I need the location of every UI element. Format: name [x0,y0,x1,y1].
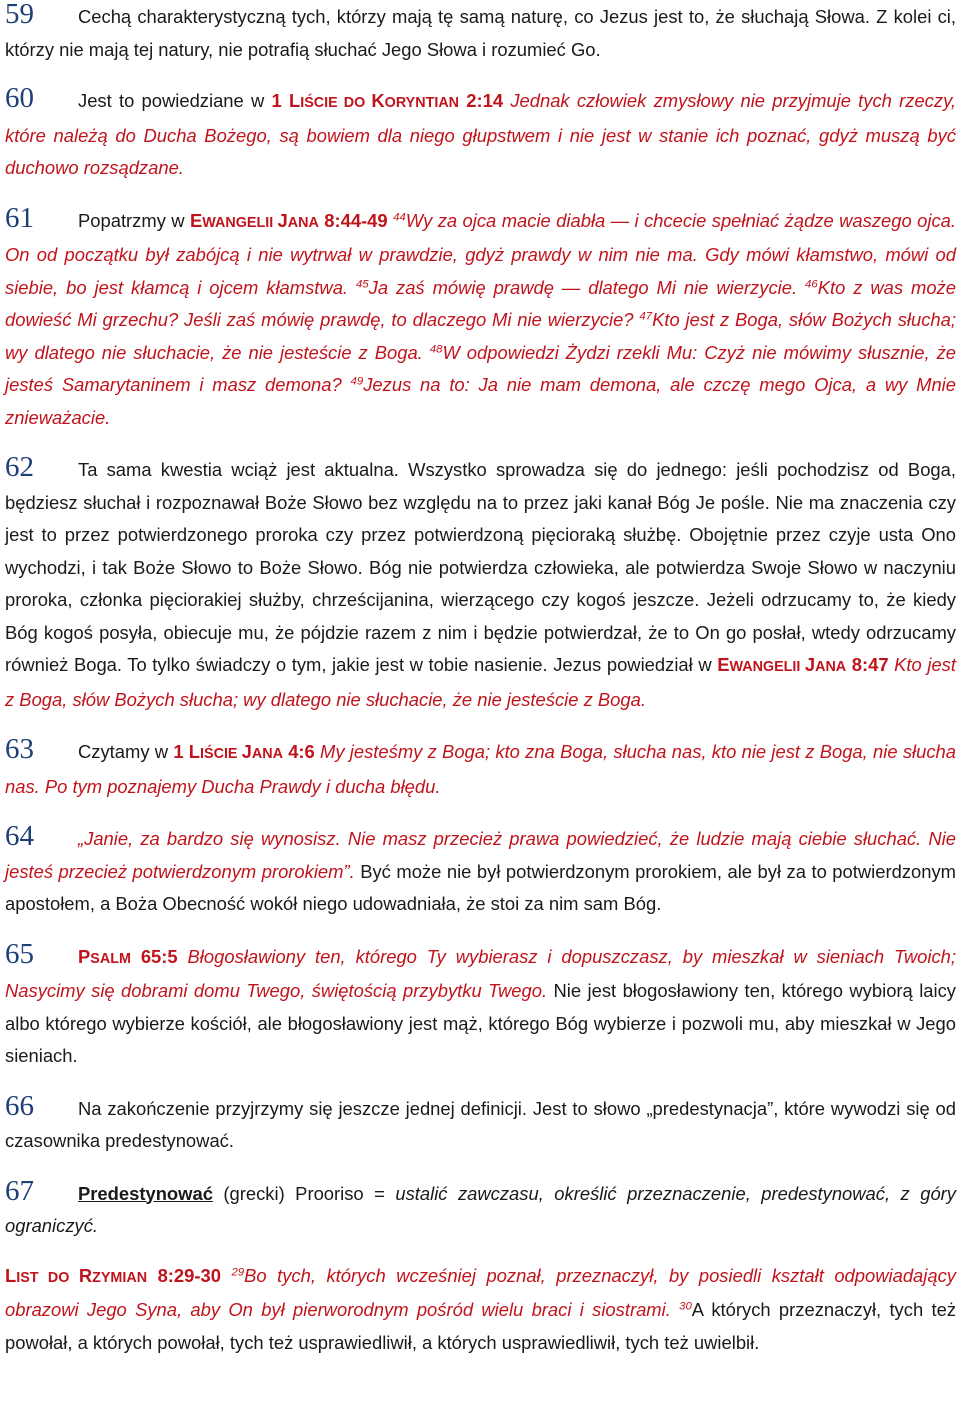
scripture-quote: Kto z was może dowieść Mi grzechu? Jeśli zaś mówię prawdę, to dlaczego Mi nie wierzycie? [5,276,956,330]
scripture-quote: Błogosławiony ten, którego Ty wybierasz i dopuszczasz, by mieszkał w sieniach Twoich; Nasycimy się dobrami domu Twego, świętością przybytku Twego. [5,945,957,1001]
paragraph-text: Popatrzmy w [78,209,191,231]
paragraph-text: A których przeznaczył, tych też powołał, a których powołał, tych też usprawiedliwił, a których usprawiedliwił, tych też uwielbił. [5,1299,957,1353]
paragraph-number: 62 [5,451,34,483]
paragraph-number: 61 [5,201,34,234]
scripture-quote: Bo tych, których wcześniej poznał, przeznaczył, by posiedli kształt odpowiadający obrazowi Jego Syna, aby On był pierworodnym pośród wielu braci i siostrami. [5,1264,956,1320]
defined-term: Predestynować [78,1182,213,1204]
scripture-quote: Jezus na to: Ja nie mam demona, ale czczę mego Ojca, a wy Mnie znieważacie. [5,374,956,428]
paragraph-65 [5,938,956,1073]
paragraph-63 [5,733,956,803]
paragraph-67 [5,1175,956,1243]
paragraph-number: 60 [5,82,34,114]
paragraph-number: 63 [5,733,34,765]
scripture-reference: 1 LIŚCIE DO KORYNTIAN 2:14 [271,90,504,111]
paragraph-number: 67 [5,1174,34,1207]
verse-number: 48 [429,343,443,356]
scripture-quote: Kto jest z Boga, słów Bożych słucha; wy dlatego nie słuchacie, że nie jesteście z Boga. [5,309,956,363]
scripture-quote: W odpowiedzi Żydzi rzekli Mu: Czyż nie mówimy słusznie, że jesteś Samarytaninem i masz demona? [5,341,956,395]
scripture-quote: My jesteśmy z Boga; kto zna Boga, słucha nas, kto nie jest z Boga, nie słucha nas. Po tym poznajemy Ducha Prawdy i ducha błędu. [5,741,956,797]
paragraph-61 [5,202,956,435]
scripture-reference: LIST DO RZYMIAN 8:29-30 [5,1264,221,1286]
paragraph-text: Cechą charakterystyczną tych, którzy mają tę samą naturę, co Jezus jest to, że słuchają Słowa. Z kolei ci, którzy nie mają tej natury, nie potrafią słuchać Jego Słowa i rozumieć Go. [5,6,956,60]
verse-number: 29 [231,1266,245,1279]
paragraph-66 [5,1090,956,1158]
paragraph-text: Czytamy w [78,741,174,762]
verse-number: 47 [639,310,653,323]
scripture-reference: 1 LIŚCIE JANA 4:6 [173,741,315,762]
paragraph-text: Być może nie był potwierdzonym prorokiem, ale był za to potwierdzonym apostołem, a Boża Obecność wokół niego udowadniała, że stoi za nim sam Bóg. [5,860,956,914]
scripture-quote: Wy za ojca macie diabła — i chcecie spełniać żądze waszego ojca. On od początku był zabójcą i nie wytrwał w prawdzie, gdyż prawdy w nim nie ma. Gdy mówi kłamstwo, mówi od siebie, bo jest kłamcą i ojcem kłamstwa. [5,209,956,298]
verse-number: 30 [679,1300,692,1313]
paragraph-number: 59 [5,0,34,30]
scripture-quote: Ja zaś mówię prawdę — dlatego Mi nie wierzycie. [368,276,806,298]
paragraph-59 [5,0,956,66]
paragraph-text: (grecki) Prooriso = [212,1182,396,1204]
scripture-reference: EWANGELII JANA 8:47 [717,654,889,675]
paragraph-number: 66 [5,1089,34,1122]
verse-number: 49 [350,375,364,388]
paragraph-number: 64 [5,820,34,852]
paragraph-text: Na zakończenie przyjrzymy się jeszcze jednej definicji. Jest to słowo „predestynacja”, które wywodzi się od czasownika predestynować. [5,1097,956,1151]
paragraph-60 [5,82,956,185]
paragraph-romans [5,1260,956,1360]
paragraph-number: 65 [5,937,34,970]
paragraph-text: Ta sama kwestia wciąż jest aktualna. Wszystko sprowadza się do jednego: jeśli pochodzisz od Boga, będziesz słuchał i rozpoznawał Boże Słowo bez względu na to przez jaki kanał Bóg Je pośle. Nie ma znaczenia czy jest to przez potwierdzonego proroka czy przez potwierdzoną pięcioraką służbę. Obojętnie przez czyje usta Ono wychodzi, i tak Boże Słowo to Boże Słowo. Bóg nie potwierdza człowieka, ale potwierdza Swoje Słowo w naczyniu proroka, członka pięciorakiej służby, chrześcijanina, wierzącego czy kogoś jeszcze. Jeżeli odrzucamy to, że kiedy Bóg kogoś posyła, obiecuje mu, że pójdzie razem z nim i będzie potwierdzał, że to On go posłał, wtedy odrzucamy również Boga. To tylko świadczy o tym, jakie jest w tobie nasienie. Jezus powiedział w [5,459,956,675]
scripture-reference: EWANGELII JANA 8:44-49 [190,209,388,231]
paragraph-62 [5,451,956,716]
paragraph-text: Jest to powiedziane w [78,90,272,111]
scripture-reference: PSALM 65:5 [78,945,178,967]
quoted-speech: „Janie, za bardzo się wynosisz. Nie masz przecież prawa powiedzieć, że ludzie mają ciebie słuchać. Nie jesteś przecież potwierdzonym prorokiem”. [5,828,956,882]
scripture-quote: Kto jest z Boga, słów Bożych słucha; wy dlatego nie słuchacie, że nie jesteście z Boga. [5,654,956,710]
paragraph-64 [5,820,956,921]
verse-number: 44 [393,211,406,224]
verse-number: 46 [805,278,818,291]
scripture-quote: Jednak człowiek zmysłowy nie przyjmuje tych rzeczy, które należą do Ducha Bożego, są bowiem dla niego głupstwem i nie jest w stanie ich poznać, gdyż muszą być duchowo rozsądzane. [5,90,957,178]
definition-text: ustalić zawczasu, określić przeznaczenie, predestynować, z góry ograniczyć. [5,1182,957,1236]
paragraph-text: Nie jest błogosławiony ten, którego wybiorą laicy albo którego wybierze kościół, ale błogosławiony jest mąż, którego Bóg wybierze i pozwoli mu, aby mieszkał w Jego sieniach. [5,980,956,1066]
verse-number: 45 [355,278,369,291]
